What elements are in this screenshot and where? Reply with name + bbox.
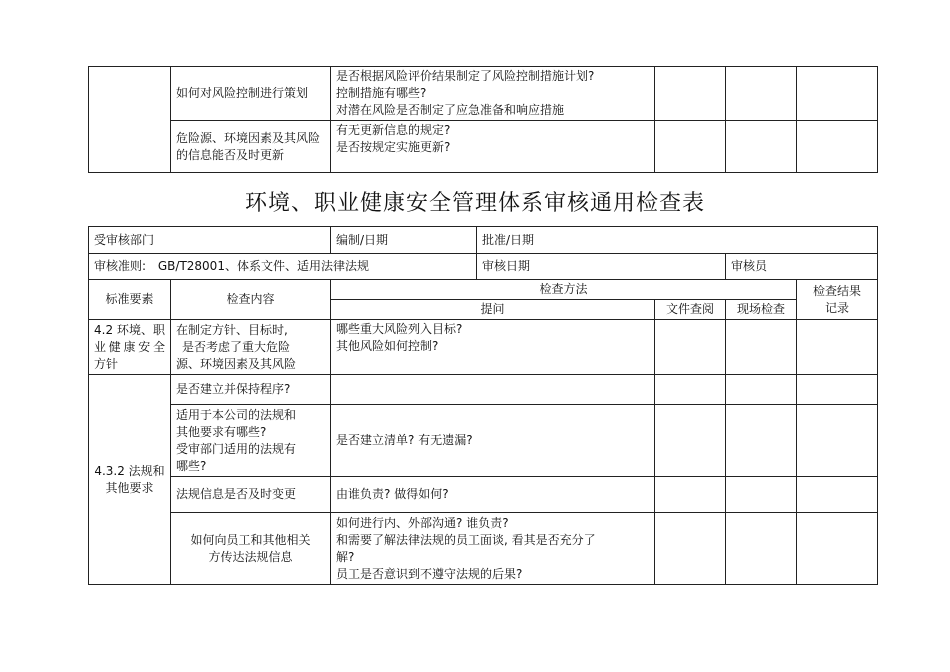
question-line: 对潜在风险是否制定了应急准备和响应措施 [336,103,565,117]
doc-review-cell[interactable] [655,121,726,173]
table-row [89,121,878,173]
col-element: 标准要素 [89,280,171,320]
content-cell: 如何向员工和其他相关 方传达法规信息 [171,513,331,585]
result-cell[interactable] [797,121,878,173]
criteria-label: 审核准则: [94,259,147,273]
question-cell [331,67,655,121]
approve-date-label: 批准/日期 [482,232,535,247]
question-cell [331,121,655,173]
column-header-row [89,280,878,300]
content-cell: 危险源、环境因素及其风险的信息能否及时更新 [171,121,331,173]
table-row [89,405,878,477]
auditor-label: 审核员 [726,254,878,280]
content-cell: 法规信息是否及时变更 [171,477,331,513]
content-cell: 是否建立并保持程序? [171,375,331,405]
header-row-criteria [89,254,878,280]
site-check-cell[interactable] [726,67,797,121]
result-cell[interactable] [797,67,878,121]
question-line: 是否根据风险评价结果制定了风险控制措施计划? [336,69,595,83]
doc-review-cell[interactable] [655,477,726,513]
question-cell: 由谁负责? 做得如何? [331,477,655,513]
audit-date-label: 审核日期 [477,254,726,280]
content-cell: 在制定方针、目标时, 是否考虑了重大危险 源、环境因素及其风险 [171,320,331,375]
result-cell[interactable] [797,320,878,375]
element-cell: 4.2 环境、职业健康安全方针 [89,320,171,375]
continuation-table [88,66,878,173]
site-check-cell[interactable] [726,121,797,173]
doc-review-cell[interactable] [655,405,726,477]
doc-review-cell[interactable] [655,375,726,405]
checklist-table [88,226,878,585]
document-title: 环境、职业健康安全管理体系审核通用检查表 [244,191,705,216]
doc-review-cell[interactable] [655,67,726,121]
question-cell: 哪些重大风险列入目标? 其他风险如何控制? [331,320,655,375]
question-cell: 是否建立清单? 有无遗漏? [331,405,655,477]
col-method: 检查方法 [331,280,797,300]
header-row-dept [89,227,878,254]
col-doc-review: 文件查阅 [655,300,726,320]
site-check-cell[interactable] [726,320,797,375]
result-cell[interactable] [797,375,878,405]
dept-label: 受审核部门 [89,227,331,254]
question-cell [331,375,655,405]
site-check-cell[interactable] [726,513,797,585]
table-row [89,477,878,513]
table-row [89,375,878,405]
criteria-value: GB/T28001、体系文件、适用法律法规 [157,259,369,273]
question-line: 有无更新信息的规定? [336,123,451,137]
question-line: 是否按规定实施更新? [336,140,451,154]
approve-cell [477,227,878,254]
content-cell: 适用于本公司的法规和 其他要求有哪些? 受审部门适用的法规有 哪些? [171,405,331,477]
criteria-cell [89,254,477,280]
table-row [89,67,878,121]
question-line: 控制措施有哪些? [336,86,427,100]
result-cell[interactable] [797,405,878,477]
table-row [89,513,878,585]
element-cell [89,67,171,173]
site-check-cell[interactable] [726,405,797,477]
result-cell[interactable] [797,513,878,585]
site-check-cell[interactable] [726,477,797,513]
compile-date-label: 编制/日期 [331,227,477,254]
result-cell[interactable] [797,477,878,513]
doc-review-cell[interactable] [655,513,726,585]
col-content: 检查内容 [171,280,331,320]
question-cell: 如何进行内、外部沟通? 谁负责? 和需要了解法律法规的员工面谈, 看其是否充分了 解? 员工是否意识到不遵守法规的后果? [331,513,655,585]
col-result: 检查结果 记录 [797,280,878,320]
element-cell: 4.3.2 法规和其他要求 [89,375,171,585]
col-site-check: 现场检查 [726,300,797,320]
doc-review-cell[interactable] [655,320,726,375]
table-row [89,320,878,375]
site-check-cell[interactable] [726,375,797,405]
content-cell: 如何对风险控制进行策划 [171,67,331,121]
col-question: 提问 [331,300,655,320]
